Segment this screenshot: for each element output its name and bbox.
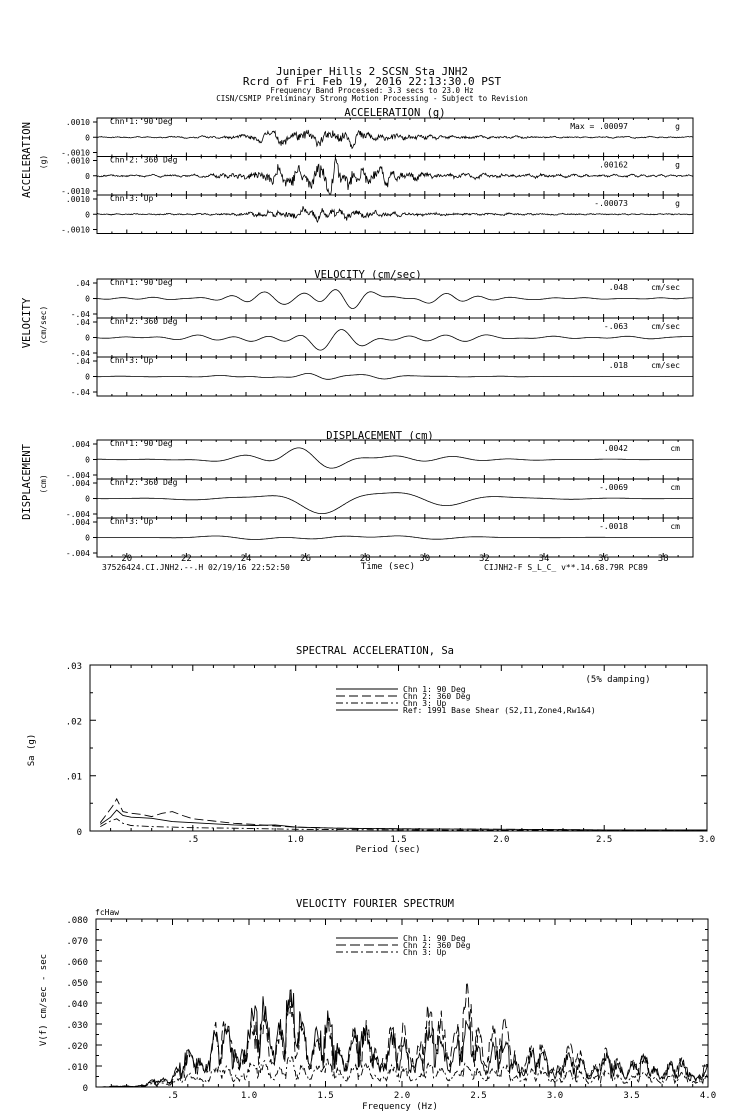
acc-y-tick-label: .0010 <box>65 156 90 166</box>
fourier-y-tick-label: 0 <box>82 1084 88 1094</box>
acc-channel-name: Chn 1: 90 Deg <box>110 117 173 126</box>
dis-peak-value: -.0018 <box>599 522 628 531</box>
acc-channel-name: Chn 3: Up <box>110 194 154 203</box>
fourier-x-tick-label: .5 <box>167 1091 178 1101</box>
acc-y-tick-label: -.0010 <box>61 148 90 158</box>
acc-peak-value: .00162 <box>599 160 628 170</box>
sa-x-tick-label: 3.0 <box>698 835 716 845</box>
acc-y-tick-label: 0 <box>85 210 90 220</box>
fourier-title: VELOCITY FOURIER SPECTRUM <box>295 898 455 910</box>
dis-y-tick-label: 0 <box>85 533 90 543</box>
time-tick-label: 20 <box>121 554 133 564</box>
acceleration-unit-label: (g) <box>39 154 48 170</box>
dis-y-tick-label: -.004 <box>65 549 90 558</box>
processing-note: CISN/CSMIP Preliminary Strong Motion Processing - Subject to Revision <box>216 94 528 103</box>
acc-y-tick-label: 0 <box>85 133 90 143</box>
dis-y-tick-label: -.004 <box>65 510 90 519</box>
dis-peak-unit: cm <box>670 522 680 531</box>
dis-y-tick-label: .004 <box>70 440 90 449</box>
acc-peak-unit: g <box>675 122 680 131</box>
dis-channel-2 <box>66 478 693 519</box>
dis-channel-name: Chn 2: 360 Deg <box>110 478 178 487</box>
vel-peak-value: .048 <box>608 283 628 292</box>
vel-y-tick-label: .04 <box>75 279 90 288</box>
station-title: Juniper Hills 2 SCSN Sta JNH2 <box>275 65 469 78</box>
fourier-legend <box>336 934 471 957</box>
displacement-title: DISPLACEMENT (cm) <box>326 430 434 442</box>
time-tick-label: 38 <box>657 554 669 564</box>
fourier-y-tick-label: .040 <box>66 1000 88 1010</box>
fourier-legend-label: Chn 2: 360 Deg <box>403 941 471 950</box>
sa-x-tick-label: 2.5 <box>596 835 613 845</box>
sa-y-tick-label: 0 <box>76 828 82 838</box>
displacement-axis-label: DISPLACEMENT <box>21 444 33 520</box>
processing-id: CIJNH2-F S_L_C_ v**.14.68.79R PC89 <box>484 563 648 572</box>
dis-trace <box>97 536 693 540</box>
time-tick-label: 28 <box>359 554 371 564</box>
fourier-x-tick-label: 2.5 <box>470 1091 487 1101</box>
fourier-y-tick-label: .030 <box>66 1021 88 1031</box>
sa-y-axis-label: Sa (g) <box>27 733 37 767</box>
sa-legend-label: Chn 1: 90 Deg <box>403 685 466 694</box>
dis-peak-unit: cm <box>670 444 680 453</box>
fourier-chart <box>66 916 716 1101</box>
fourier-x-axis-label: Frequency (Hz) <box>362 1102 438 1112</box>
vel-y-tick-label: -.04 <box>70 349 90 358</box>
displacement-unit-label: (cm) <box>39 474 48 494</box>
time-tick-label: 36 <box>598 554 610 564</box>
vel-channel-3 <box>71 356 693 397</box>
vel-peak-unit: cm/sec <box>651 322 680 331</box>
dis-channel-1 <box>66 439 693 480</box>
fourier-y-axis-label: V(f) cm/sec - sec <box>39 953 49 1047</box>
sa-series-line <box>100 810 707 830</box>
acc-y-tick-label: 0 <box>85 171 90 181</box>
vel-peak-value: .018 <box>608 361 628 370</box>
acceleration-axis-label: ACCELERATION <box>21 122 33 198</box>
sa-y-tick-label: .01 <box>65 772 82 783</box>
dis-channel-name: Chn 1: 90 Deg <box>110 439 173 448</box>
fourier-y-tick-label: .050 <box>66 979 88 989</box>
dis-channel-name: Chn 3: Up <box>110 517 154 526</box>
fourier-x-tick-label: 3.5 <box>623 1091 640 1101</box>
fourier-legend-label: Chn 3: Up <box>403 948 447 957</box>
dis-peak-unit: cm <box>670 483 680 492</box>
velocity-title: VELOCITY (cm/sec) <box>314 269 422 281</box>
record-header <box>216 65 528 103</box>
sa-ticks <box>90 665 707 831</box>
acc-channel-name: Chn 2: 360 Deg <box>110 155 178 165</box>
dis-peak-value: -.0069 <box>599 483 628 492</box>
vel-y-tick-label: -.04 <box>70 388 90 397</box>
sa-y-tick-label: .03 <box>65 662 82 672</box>
vel-y-tick-label: 0 <box>85 294 90 304</box>
fourier-y-tick-label: .070 <box>66 937 88 947</box>
dis-trace <box>97 493 693 514</box>
sa-y-tick-label: .02 <box>65 717 82 728</box>
dis-channel-3 <box>66 517 693 558</box>
fourier-legend-label: Chn 1: 90 Deg <box>403 934 466 943</box>
sa-legend-label: Chn 3: Up <box>403 699 447 708</box>
sa-chart <box>66 662 715 845</box>
fourier-y-tick-label: .080 <box>66 916 88 926</box>
dis-y-tick-label: .004 <box>70 479 90 488</box>
velocity-axis-label: VELOCITY <box>21 297 33 349</box>
record-id: 37526424.CI.JNH2.--.H 02/19/16 22:52:50 <box>102 563 290 572</box>
frequency-band: Frequency Band Processed: 3.3 secs to 23.0 Hz <box>270 86 474 95</box>
vel-channel-1 <box>71 278 693 319</box>
vel-channel-2 <box>71 317 693 358</box>
acc-trace <box>97 206 693 222</box>
fourier-x-tick-label: 2.0 <box>393 1091 411 1101</box>
fourier-corner-label: fcHaw <box>95 908 120 917</box>
vel-peak-unit: cm/sec <box>651 361 680 370</box>
fourier-y-tick-label: .060 <box>66 958 88 968</box>
acc-channel-1 <box>61 117 693 158</box>
sa-legend-label: Ref: 1991 Base Shear (S2,I1,Zone4,Rw1&4) <box>403 706 596 715</box>
dis-y-tick-label: .004 <box>70 518 90 527</box>
acc-peak-unit: g <box>675 160 680 170</box>
vel-channel-name: Chn 3: Up <box>110 356 154 365</box>
fourier-x-tick-label: 1.0 <box>240 1091 258 1101</box>
time-tick-label: 34 <box>538 554 550 564</box>
sa-legend <box>336 685 596 715</box>
vel-y-tick-label: .04 <box>75 318 90 327</box>
time-tick-label: 30 <box>419 554 431 564</box>
sa-x-tick-label: .5 <box>187 835 199 845</box>
vel-trace <box>97 373 693 379</box>
vel-y-tick-label: 0 <box>85 333 90 343</box>
acc-peak-value: Max = .00097 <box>570 122 628 131</box>
vel-y-tick-label: 0 <box>85 372 90 382</box>
vel-trace <box>97 330 693 351</box>
acc-channel-3 <box>61 194 693 235</box>
sa-series-line <box>100 799 707 830</box>
time-tick-label: 26 <box>300 554 312 564</box>
acc-peak-value: -.00073 <box>594 199 628 208</box>
acc-channel-2 <box>61 156 693 197</box>
record-time: Rcrd of Fri Feb 19, 2016 22:13:30.0 PST <box>242 75 502 88</box>
vel-y-tick-label: .04 <box>75 357 90 366</box>
vel-channel-name: Chn 2: 360 Deg <box>110 317 178 326</box>
sa-title: SPECTRAL ACCELERATION, Sa <box>295 645 455 657</box>
acc-y-tick-label: .0010 <box>65 195 90 204</box>
velocity-unit-label: (cm/sec) <box>39 305 48 345</box>
time-tick-label: 22 <box>180 554 192 564</box>
dis-y-tick-label: 0 <box>85 455 90 465</box>
sa-x-axis-label: Period (sec) <box>355 845 421 855</box>
dis-y-tick-label: -.004 <box>65 471 90 480</box>
sa-x-tick-label: 1.5 <box>390 835 407 845</box>
acc-trace <box>97 130 693 148</box>
sa-legend-label: Chn 2: 360 Deg <box>403 692 471 701</box>
sa-x-tick-label: 2.0 <box>493 835 510 845</box>
fourier-x-tick-label: 4.0 <box>699 1091 717 1101</box>
sa-plot-frame <box>90 665 707 831</box>
acc-y-tick-label: -.0010 <box>61 187 90 196</box>
vel-y-tick-label: -.04 <box>70 310 90 319</box>
dis-y-tick-label: 0 <box>85 494 90 504</box>
sa-x-tick-label: 1.0 <box>287 835 304 845</box>
time-tick-label: 32 <box>478 554 490 564</box>
vel-trace <box>97 290 693 309</box>
vel-peak-unit: cm/sec <box>651 283 680 292</box>
fourier-x-tick-label: 3.0 <box>546 1091 564 1101</box>
vel-channel-name: Chn 1: 90 Deg <box>110 278 173 287</box>
acc-peak-unit: g <box>675 199 680 208</box>
acc-y-tick-label: -.0010 <box>61 225 90 235</box>
time-axis-label: Time (sec) <box>360 562 416 572</box>
time-tick-label: 24 <box>240 554 252 564</box>
fourier-x-tick-label: 1.5 <box>317 1091 334 1101</box>
sa-damping-note: (5% damping) <box>585 675 651 685</box>
acc-y-tick-label: .0010 <box>65 118 90 127</box>
fourier-y-tick-label: .020 <box>66 1042 88 1052</box>
fourier-series-line <box>96 982 708 1087</box>
time-history-traces <box>61 117 693 558</box>
fourier-y-tick-label: .010 <box>66 1063 88 1073</box>
vel-peak-value: -.063 <box>603 322 628 331</box>
dis-peak-value: .0042 <box>603 444 628 453</box>
acceleration-title: ACCELERATION (g) <box>344 107 446 119</box>
